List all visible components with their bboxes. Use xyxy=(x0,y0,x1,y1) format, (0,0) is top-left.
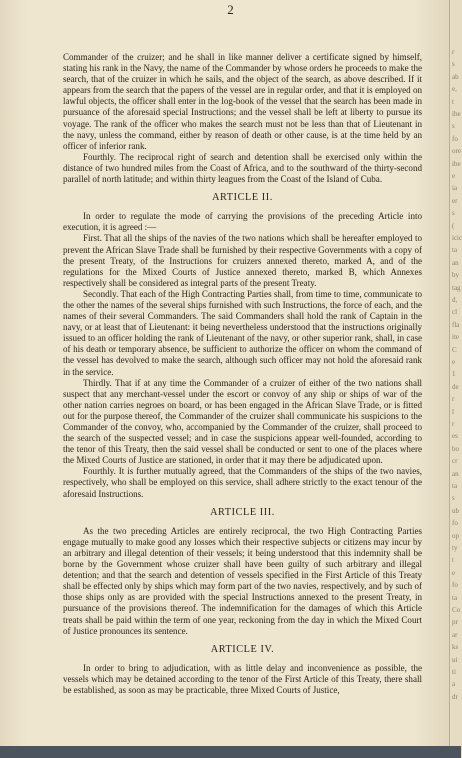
bleed-fragment: l xyxy=(452,407,454,416)
bleed-fragment: ibe xyxy=(452,110,461,118)
bleed-fragment: fo xyxy=(452,581,458,590)
bleed-fragment: ti xyxy=(452,668,456,676)
bleed-fragment: ite xyxy=(452,333,459,342)
bleed-fragment: e xyxy=(452,568,456,577)
bleed-fragment: by xyxy=(452,271,459,280)
bleed-fragment: s xyxy=(452,494,455,503)
bleed-fragment: ui xyxy=(452,655,458,664)
bleed-fragment: de xyxy=(452,382,459,391)
bleed-fragment: r xyxy=(452,48,455,56)
bleed-fragment: t xyxy=(452,97,454,106)
bleed-fragment: e, xyxy=(452,85,457,94)
paragraph: Fourthly. The reciprocal right of search and detention shall be exercised only within the distance of two hundred miles from the Coast of Africa, and to the southward of the thirty-second parallel of north latitude; and within thirty leagues from the Coast of the Island of Cuba. xyxy=(63,151,422,185)
bleed-fragment: r xyxy=(452,395,455,404)
bleed-fragment: op xyxy=(452,531,459,540)
article-heading: ARTICLE IV. xyxy=(210,643,275,655)
bleed-fragment: 1 xyxy=(452,370,456,379)
paragraph: Thirdly. That if at any time the Commander of a cruizer of either of the two nations shall suspect that any merchant-vessel under the escort or convoy of any ship or ships of war of the other nation carries negroes on board, or has been engaged in the African Slave Trade, or is fitted out for the purpose thereof, the Commander of the cruizer shall communicate his suspicions to the Commander of the convoy, who, accompanied by the Commander of the cruizer, shall proceed to the search of the suspected vessel; and in case the suspicions appear well-founded, according to the tenor of this Treaty, then the said vessel shall be conducted or sent to one of the places where the Mixed Courts of Justice are stationed, in order that it may there be adjudicated upon. xyxy=(63,377,422,466)
bleed-fragment: s xyxy=(452,122,455,131)
paragraph: In order to bring to adjudication, with as little delay and inconvenience as possible, the vessels which may be detained according to the tenor of the First Article of this Treaty, there shall be established, as soon as may be practicable, three Mixed Courts of Justice, xyxy=(63,662,422,695)
bleed-fragment: C xyxy=(452,345,457,354)
bleed-fragment: tag xyxy=(452,283,461,292)
bleed-fragment: ar xyxy=(452,630,458,639)
bleed-fragment: fo xyxy=(452,134,458,143)
scan-background xyxy=(0,746,461,758)
bleed-fragment: ab xyxy=(452,72,459,81)
adjacent-page-edge xyxy=(449,0,462,758)
paragraph: As the two preceding Articles are entirely reciprocal, the two High Contracting Parties engage mutually to make good any losses which their respective subjects or citizens may incur by an arbitrary and illegal detention of their vessels; it being understood that this indemnity shall be borne by the Government whose cruizer shall have been guilty of such arbitrary and illegal detention; and that the search and detention of vessels specified in the First Article of this Treaty shall be effected only by ships which may form part of the two navies, respectively, and by such of those ships only as are provided with the special Instructions annexed to the present Treaty, in pursuance of the provisions thereof. The indemnification for the damages of which this Article treats shall be paid within the term of one year, reckoning from the day in which the Mixed Court of Justice pronounces its sentence. xyxy=(63,525,422,636)
bleed-fragment: er xyxy=(452,196,458,205)
bleed-fragment: a xyxy=(452,680,456,689)
bleed-fragment: fo xyxy=(452,519,458,528)
document-body xyxy=(63,52,422,696)
paragraph: Commander of the cruizer; and he shall in like manner deliver a certificate signed by himself, stating his rank in the Navy, the name of the Commander by whose orders he proceeds to make the search, that of the cruizer in which he sails, and the object of the search, as above described. If it appears from the search that the papers of the vessel are in regular order, and that it is employed on lawful objects, the officer shall enter in the log-book of the vessel that the search has been made in pursuance of the aforesaid special Instructions; and the vessel shall be left at liberty to pursue its voyage. The rank of the officer who makes the search must not be less than that of Lieutenant in the navy, unless the command, either by reason of death or other cause, is at the time held by an officer of inferior rank. xyxy=(63,52,422,151)
paragraph: In order to regulate the mode of carrying the provisions of the preceding Article into execution, it is agreed :— xyxy=(63,211,422,233)
bleed-fragment: cl xyxy=(452,308,458,317)
bleed-fragment: icic xyxy=(452,234,462,242)
bleed-fragment: d, xyxy=(452,296,458,304)
bleed-fragment: es xyxy=(452,432,458,441)
bleed-fragment: s xyxy=(452,209,455,218)
bleed-fragment: ub xyxy=(452,506,459,515)
page-number: 2 xyxy=(227,2,234,17)
bleed-fragment: s xyxy=(452,60,455,69)
bleed-fragment: t xyxy=(452,556,454,565)
article-heading: ARTICLE III. xyxy=(210,506,275,518)
bleed-fragment: ks xyxy=(452,643,459,652)
bleed-fragment: cr xyxy=(452,457,458,466)
bleed-fragment: pr xyxy=(452,618,458,627)
bleed-fragment: bo xyxy=(452,444,459,453)
bleed-fragment: ore xyxy=(452,147,461,156)
bleed-fragment: ta xyxy=(452,482,458,490)
bleed-fragment: ty xyxy=(452,544,458,552)
bleed-fragment: ia xyxy=(452,184,458,193)
bleed-fragment: an xyxy=(452,258,459,267)
bleed-fragment: ta xyxy=(452,246,458,255)
bleed-fragment: e xyxy=(452,358,456,366)
bleed-fragment: Co xyxy=(452,606,461,614)
paragraph: Secondly. That each of the High Contracting Parties shall, from time to time, communicate to the other the names of the several ships furnished with such Instructions, the force of each, and the names of their several Commanders. The said Commanders shall hold the rank of Captain in the navy, or at least that of Lieutenant: it being nevertheless understood that the instructions originally issued to an officer holding the rank of Lieutenant of the navy, or other superior rank, shall, in case of his death or temporary absence, be sufficient to authorize the officer on whom the command of the vessel has devolved to make the search, although such officer may not hold the aforesaid rank in the service. xyxy=(63,288,422,377)
bleed-fragment: fla xyxy=(452,320,460,329)
bleed-fragment: e xyxy=(452,172,456,180)
paragraph: First. That all the ships of the navies of the two nations which shall be hereafter employed to prevent the African Slave Trade shall be furnished by their respective Governments with a copy of the present Treaty, of the Instructions for cruizers annexed thereto, marked A, and of the regulations for the Mixed Courts of Justice annexed thereto, marked B, which Annexes respectively shall be considered as integral parts of the present Treaty. xyxy=(63,233,422,288)
bleed-fragment: ( xyxy=(452,221,455,230)
bleed-fragment: ibe xyxy=(452,159,461,168)
bleed-fragment: dr xyxy=(452,692,458,701)
paragraph: Fourthly. It is further mutually agreed, that the Commanders of the ships of the two navies, respectively, who shall be employed on this service, shall adhere strictly to the exact tenour of the aforesaid Instructions. xyxy=(63,466,422,499)
bleed-fragment: ta xyxy=(452,593,458,602)
article-heading: ARTICLE II. xyxy=(212,192,273,204)
bleed-fragment: r xyxy=(452,420,455,428)
bleed-fragment: an xyxy=(452,469,459,478)
